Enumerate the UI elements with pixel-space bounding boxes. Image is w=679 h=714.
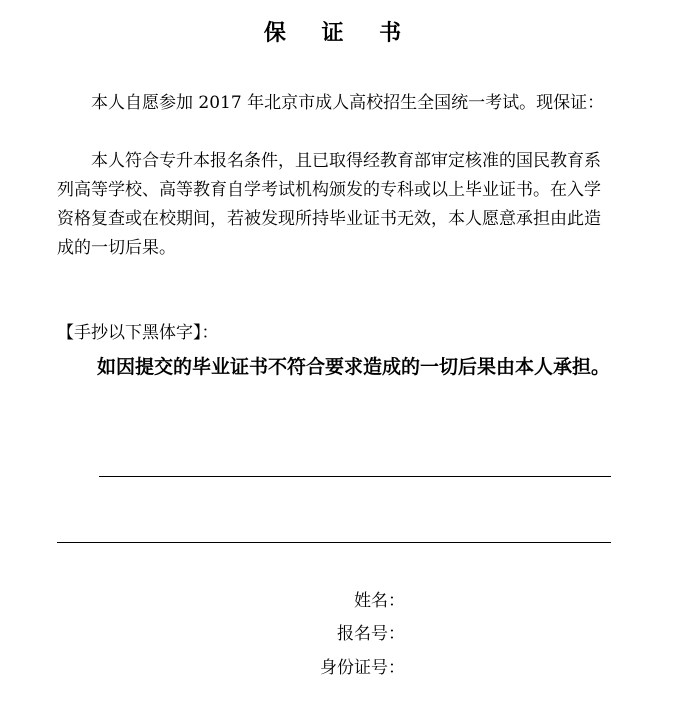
registration-number-label: 报名号： bbox=[337, 624, 405, 644]
handwrite-line-1 bbox=[99, 476, 611, 477]
handwrite-line-2 bbox=[57, 542, 611, 543]
copy-instruction: 【手抄以下黑体字】： bbox=[57, 323, 219, 343]
guarantee-paragraph: 本人符合专升本报名条件，且已取得经教育部审定核准的国民教育系列高等学校、高等教育自学考试机构颁发的专科或以上毕业证书。在入学资格复查或在校期间，若被发现所持毕业证书无效，本人愿意承担由此造成的一切后果。 bbox=[57, 151, 601, 258]
id-number-label: 身份证号： bbox=[320, 658, 405, 678]
handwrite-statement: 如因提交的毕业证书不符合要求造成的一切后果由本人承担。 bbox=[97, 356, 611, 378]
name-label: 姓名： bbox=[354, 591, 405, 611]
document-title: 保 证 书 bbox=[263, 21, 416, 46]
intro-paragraph: 本人自愿参加 2017 年北京市成人高校招生全国统一考试。现保证： bbox=[91, 93, 605, 113]
